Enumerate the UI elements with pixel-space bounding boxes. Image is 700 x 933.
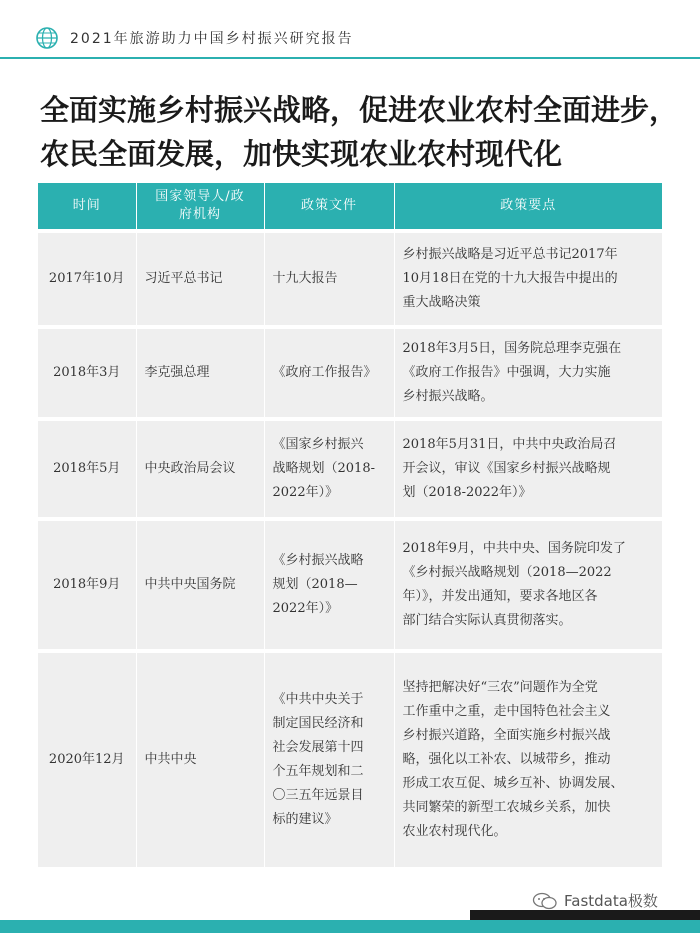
- cell-org: 李克强总理: [136, 327, 264, 419]
- cell-org: 中央政治局会议: [136, 419, 264, 519]
- cell-doc-line: 战略规划（2018-: [272, 461, 375, 476]
- cell-key-line: 坚持把解决好“三农”问题作为全党: [402, 680, 598, 695]
- cell-key-line: 10月18日在党的十九大报告中提出的: [402, 271, 618, 286]
- footer-dark-bar: [470, 910, 700, 920]
- cell-time: 2018年9月: [38, 519, 136, 651]
- globe-icon: [36, 27, 58, 49]
- cell-doc-line: 规划（2018—: [272, 577, 358, 592]
- cell-time: 2018年5月: [38, 419, 136, 519]
- table-row: [38, 519, 662, 651]
- cell-doc-line: 标的建议》: [272, 812, 338, 827]
- cell-doc-line: 《中共中央关于: [272, 692, 364, 707]
- cell-key-points: [394, 519, 662, 651]
- cell-time: 2018年3月: [38, 327, 136, 419]
- header-divider: [0, 57, 700, 59]
- cell-doc-line: 《国家乡村振兴: [272, 437, 364, 452]
- page-title: [40, 88, 680, 176]
- cell-key-line: 划（2018-2022年）》: [402, 485, 532, 500]
- table-row: [38, 327, 662, 419]
- report-header: [0, 0, 700, 58]
- wechat-icon: [532, 892, 558, 910]
- cell-time: 2017年10月: [38, 231, 136, 327]
- page-title-line-2: 农民全面发展，加快实现农业农村现代化: [40, 137, 563, 171]
- table-row: [38, 651, 662, 867]
- watermark-text: Fastdata极数: [564, 892, 658, 910]
- cell-key-line: 乡村振兴道路，全面实施乡村振兴战: [402, 728, 611, 743]
- cell-doc-line: 2022年）》: [272, 485, 339, 500]
- policy-table: [38, 183, 662, 867]
- cell-doc: [264, 231, 394, 327]
- cell-doc-line: 《政府工作报告》: [272, 365, 377, 380]
- cell-key-line: 乡村振兴战略。: [402, 389, 494, 404]
- cell-key-line: 重大战略决策: [402, 295, 481, 310]
- cell-key-line: 乡村振兴战略是习近平总书记2017年: [402, 247, 618, 262]
- cell-doc-line: 2022年）》: [272, 601, 339, 616]
- cell-doc-line: 十九大报告: [272, 271, 338, 286]
- report-title: 2021年旅游助力中国乡村振兴研究报告: [70, 31, 354, 47]
- cell-doc: [264, 519, 394, 651]
- cell-org: 中共中央国务院: [136, 519, 264, 651]
- cell-doc-line: 《乡村振兴战略: [272, 553, 364, 568]
- cell-key-line: 开会议，审议《国家乡村振兴战略规: [402, 461, 611, 476]
- header-key: 政策要点: [394, 183, 662, 231]
- cell-doc-line: 〇三五年远景目: [272, 788, 364, 803]
- cell-key-line: 《乡村振兴战略规划（2018—2022: [402, 565, 612, 580]
- table-header-row: [38, 183, 662, 231]
- cell-doc: [264, 419, 394, 519]
- cell-key-points: [394, 651, 662, 867]
- cell-doc: [264, 651, 394, 867]
- footer-accent-bar: [0, 920, 700, 933]
- cell-doc-line: 制定国民经济和: [272, 716, 364, 731]
- page-title-line-1: 全面实施乡村振兴战略，促进农业农村全面进步，: [40, 93, 679, 127]
- cell-key-line: 工作重中之重，走中国特色社会主义: [402, 704, 611, 719]
- cell-doc: [264, 327, 394, 419]
- cell-org: 习近平总书记: [136, 231, 264, 327]
- cell-time: 2020年12月: [38, 651, 136, 867]
- cell-doc-line: 社会发展第十四: [272, 740, 364, 755]
- cell-key-points: [394, 231, 662, 327]
- table-row: [38, 419, 662, 519]
- cell-key-line: 部门结合实际认真贯彻落实。: [402, 613, 572, 628]
- cell-key-line: 略，强化以工补农、以城带乡，推动: [402, 752, 611, 767]
- cell-key-line: 2018年5月31日，中共中央政治局召: [402, 437, 617, 452]
- header-org-line-1: 国家领导人/政: [155, 189, 245, 204]
- cell-key-line: 年）》，并发出通知，要求各地区各: [402, 589, 598, 604]
- cell-key-line: 形成工农互促、城乡互补、协调发展、: [402, 776, 624, 791]
- header-time: 时间: [38, 183, 136, 231]
- cell-key-points: [394, 327, 662, 419]
- cell-key-line: 农业农村现代化。: [402, 824, 507, 839]
- cell-org: 中共中央: [136, 651, 264, 867]
- header-doc: 政策文件: [264, 183, 394, 231]
- cell-key-line: 《政府工作报告》中强调，大力实施: [402, 365, 611, 380]
- table-body: [38, 231, 662, 867]
- cell-doc-line: 个五年规划和二: [272, 764, 364, 779]
- cell-key-line: 共同繁荣的新型工农城乡关系，加快: [402, 800, 611, 815]
- cell-key-line: 2018年9月，中共中央、国务院印发了: [402, 541, 626, 556]
- cell-key-line: 2018年3月5日，国务院总理李克强在: [402, 341, 622, 356]
- header-org: [136, 183, 264, 231]
- watermark: [532, 890, 658, 911]
- header-org-line-2: 府机构: [178, 207, 221, 222]
- table-row: [38, 231, 662, 327]
- cell-key-points: [394, 419, 662, 519]
